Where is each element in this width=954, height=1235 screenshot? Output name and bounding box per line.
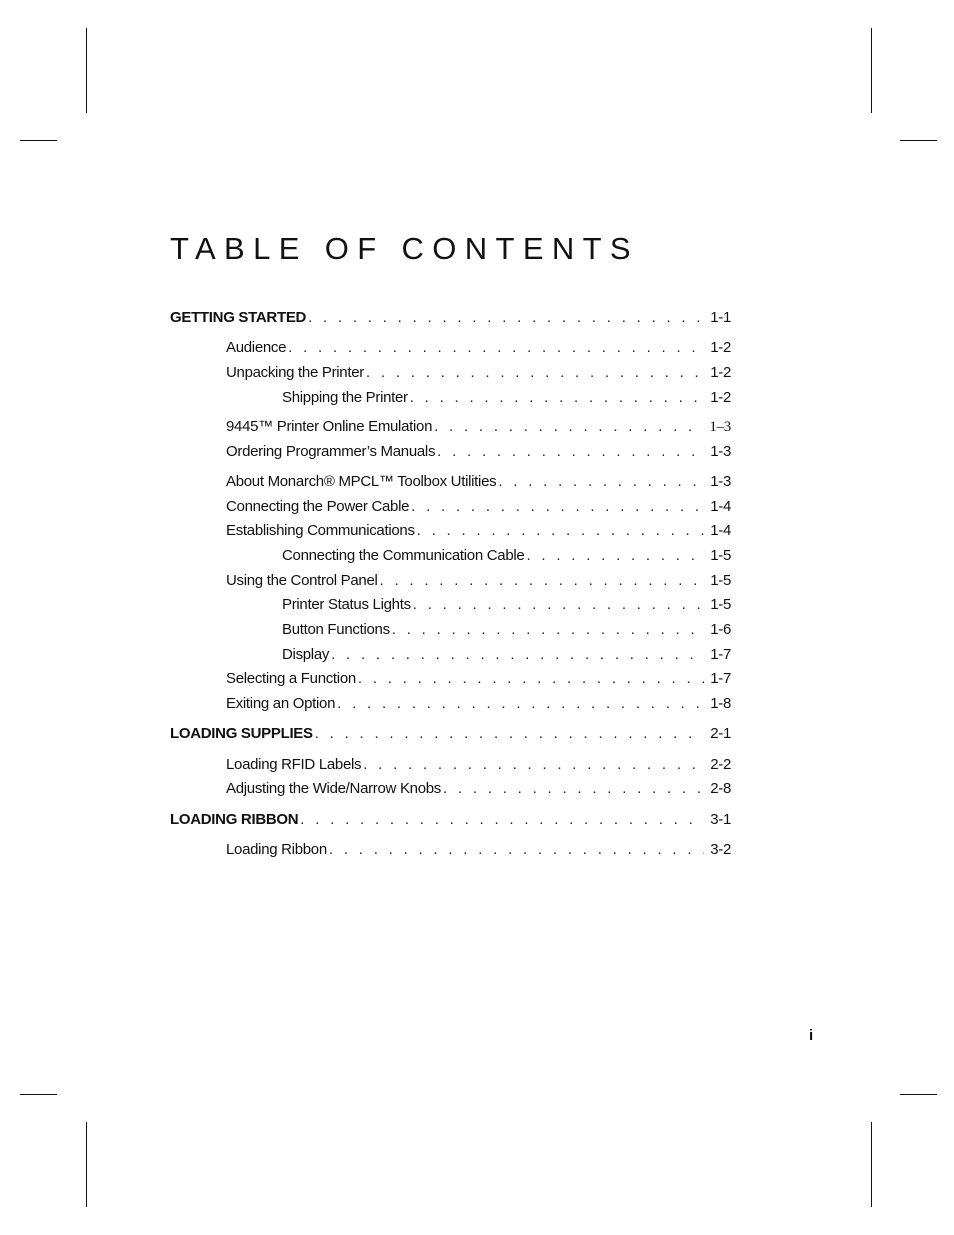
toc-entry-label: 9445™ Printer Online Emulation <box>226 418 433 435</box>
toc-entry[interactable] <box>170 811 731 829</box>
toc-entry[interactable] <box>282 621 731 639</box>
toc-dot-leader <box>411 498 704 516</box>
toc-entry-page: 1-3 <box>710 443 731 460</box>
toc-dot-leader <box>363 756 704 774</box>
toc-entry[interactable] <box>282 547 731 565</box>
toc-entry[interactable] <box>226 670 731 688</box>
toc-entry-page: 3-2 <box>710 841 731 858</box>
toc-dot-leader <box>366 364 704 382</box>
toc-entry-page: 1-4 <box>710 522 731 539</box>
toc-entry-page: 1-2 <box>710 389 731 406</box>
toc-dot-leader <box>437 443 704 461</box>
toc-entry-label: LOADING RIBBON <box>170 811 299 828</box>
toc-entry-page: 1-7 <box>710 670 731 687</box>
toc-entry-label: Establishing Communications <box>226 522 415 539</box>
toc-entry-label: Shipping the Printer <box>282 389 408 406</box>
toc-dot-leader <box>434 418 703 436</box>
toc-entry[interactable] <box>170 725 731 743</box>
toc-entry[interactable] <box>226 339 731 357</box>
toc-entry-page: 1-5 <box>710 547 731 564</box>
toc-entry-page: 1-8 <box>710 695 731 712</box>
toc-entry-page: 2-2 <box>710 756 731 773</box>
toc-entry-label: Connecting the Power Cable <box>226 498 410 515</box>
toc-dot-leader <box>337 695 704 713</box>
toc-dot-leader <box>498 473 704 491</box>
toc-dot-leader <box>288 339 704 357</box>
page-number: i <box>809 1027 814 1044</box>
toc-entry-page: 1–3 <box>709 419 731 435</box>
toc-entry-label: Ordering Programmer’s Manuals <box>226 443 436 460</box>
toc-entry[interactable] <box>170 309 731 327</box>
toc-entry-page: 1-5 <box>710 596 731 613</box>
toc-dot-leader <box>358 670 704 688</box>
toc-dot-leader <box>380 572 705 590</box>
toc-dot-leader <box>315 725 705 743</box>
toc-entry[interactable] <box>226 841 731 859</box>
toc-dot-leader <box>392 621 704 639</box>
toc-entry-label: Connecting the Communication Cable <box>282 547 525 564</box>
toc-entry-page: 1-4 <box>710 498 731 515</box>
toc-entry[interactable] <box>226 756 731 774</box>
toc-entry[interactable] <box>282 596 731 614</box>
toc-dot-leader <box>308 309 704 327</box>
toc-entry-page: 1-1 <box>710 309 731 326</box>
toc-dot-leader <box>329 841 704 859</box>
toc-entry[interactable] <box>226 780 731 798</box>
toc-entry-label: LOADING SUPPLIES <box>170 725 313 742</box>
toc-entry-page: 1-3 <box>710 473 731 490</box>
toc-dot-leader <box>410 389 704 407</box>
toc-entry-label: Audience <box>226 339 287 356</box>
toc-entry-page: 1-5 <box>710 572 731 589</box>
toc-entry[interactable] <box>282 646 731 664</box>
toc-entry-label: About Monarch® MPCL™ Toolbox Utilities <box>226 473 497 490</box>
toc-entry[interactable] <box>226 473 731 491</box>
toc-entry-page: 2-8 <box>710 780 731 797</box>
toc-entry-label: Unpacking the Printer <box>226 364 364 381</box>
toc-entry[interactable] <box>226 418 731 436</box>
toc-entry-label: Loading RFID Labels <box>226 756 362 773</box>
toc-entry[interactable] <box>226 443 731 461</box>
toc-entry[interactable] <box>226 364 731 382</box>
toc-entry-label: Exiting an Option <box>226 695 336 712</box>
toc-entry[interactable] <box>282 389 731 407</box>
toc-entry-page: 3-1 <box>710 811 731 828</box>
toc-entry-label: Adjusting the Wide/Narrow Knobs <box>226 780 441 797</box>
toc-dot-leader <box>413 596 704 614</box>
toc-entry-label: Selecting a Function <box>226 670 356 687</box>
toc-entry-page: 1-6 <box>710 621 731 638</box>
toc-entry-label: Loading Ribbon <box>226 841 327 858</box>
toc-entry-page: 1-2 <box>710 364 731 381</box>
toc-entry-label: GETTING STARTED <box>170 309 307 326</box>
toc-entry-page: 2-1 <box>710 725 731 742</box>
toc-entry-page: 1-7 <box>710 646 731 663</box>
page-title: TABLE OF CONTENTS <box>170 231 639 266</box>
toc-entry[interactable] <box>226 522 731 540</box>
toc-entry-label: Button Functions <box>282 621 390 638</box>
toc-entry-label: Display <box>282 646 330 663</box>
toc-entry-page: 1-2 <box>710 339 731 356</box>
toc-entry[interactable] <box>226 572 731 590</box>
toc-dot-leader <box>300 811 704 829</box>
toc-entry[interactable] <box>226 498 731 516</box>
toc-dot-leader <box>443 780 704 798</box>
toc-entry-label: Using the Control Panel <box>226 572 378 589</box>
toc-dot-leader <box>417 522 705 540</box>
toc-entry[interactable] <box>226 695 731 713</box>
toc-dot-leader <box>526 547 704 565</box>
toc-dot-leader <box>331 646 704 664</box>
toc-entry-label: Printer Status Lights <box>282 596 411 613</box>
